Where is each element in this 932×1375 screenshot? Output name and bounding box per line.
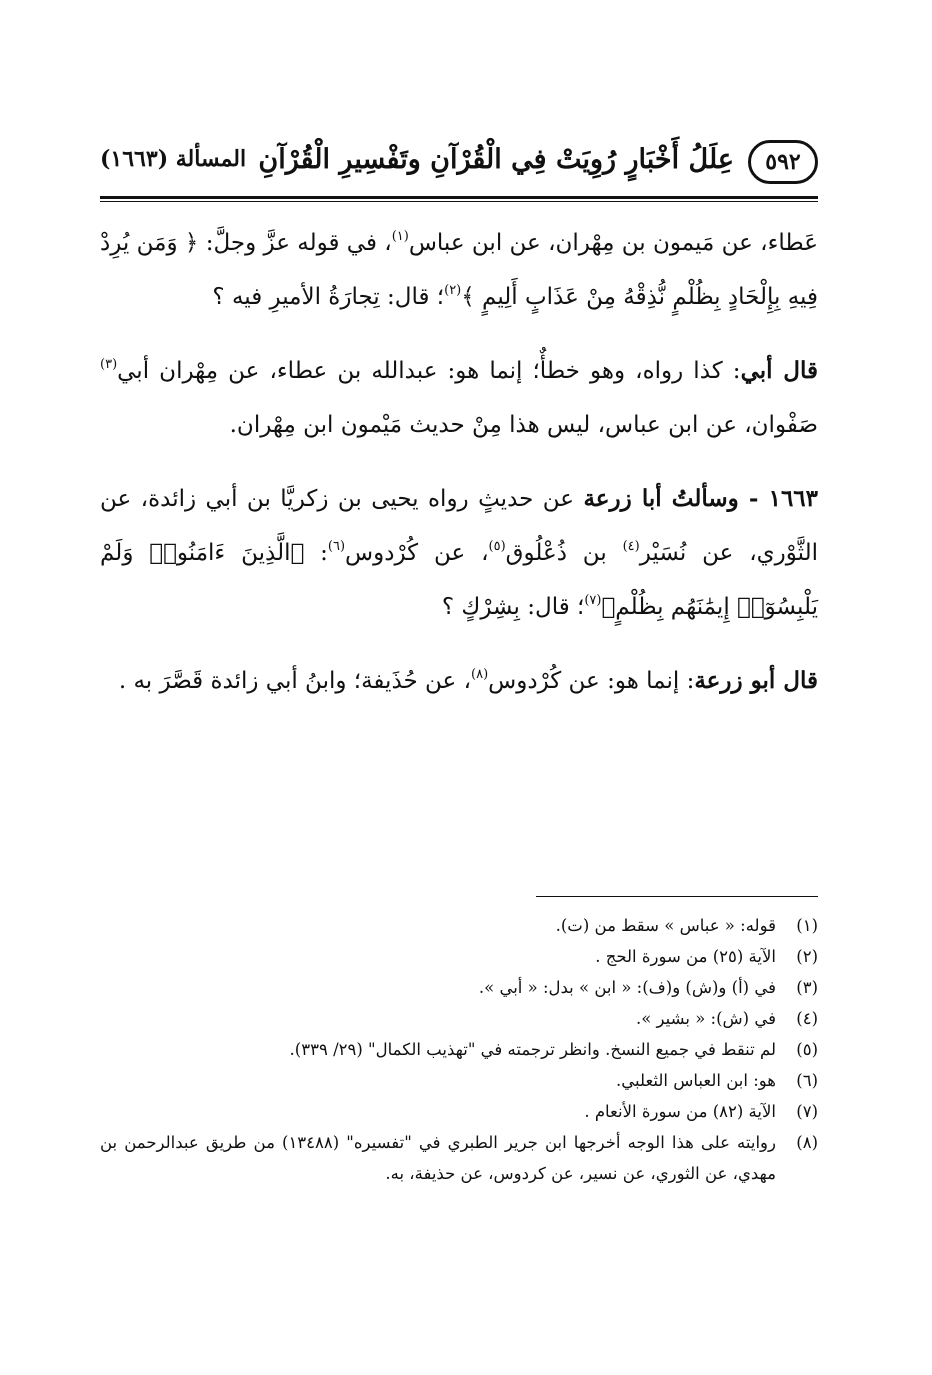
footnote-ref: (٤) xyxy=(622,539,640,554)
footnote-text: قوله: « عباس » سقط من (ت). xyxy=(555,916,776,935)
header-rule xyxy=(100,196,818,199)
footnote-text: في (أ) و(ش) و(ف): « ابن » بدل: « أبي ». xyxy=(478,978,776,997)
paragraph-1 xyxy=(100,216,818,324)
footnote-text: لم تنقط في جميع النسخ. وانظر ترجمته في "تهذيب الكمال" (٢٩/ ٣٣٩). xyxy=(289,1040,776,1059)
footnote-ref: (٧) xyxy=(584,593,602,608)
text-segment: ، عن كُرْدوس xyxy=(345,540,489,566)
text-segment: ، في قوله عزَّ وجلَّ: ﴿ وَمَن يُرِدْ فِيهِ بِإِلْحَادٍ بِظُلْمٍ نُّذِقْهُ مِنْ عَذَابٍ أَلِيمٍ ﴾ xyxy=(100,230,818,310)
speaker-label: قال أبي xyxy=(740,357,819,384)
issue-number: ١٦٦٣ - xyxy=(738,485,819,512)
footnote xyxy=(100,1003,818,1034)
footnote xyxy=(100,941,818,972)
footnote-ref: (٦) xyxy=(327,539,346,554)
header-rule-thin xyxy=(100,201,818,202)
footnote xyxy=(100,1034,818,1065)
footnote-text: هو: ابن العباس الثعلبي. xyxy=(616,1071,776,1090)
text-segment: بن ذُعْلُوق xyxy=(505,540,623,566)
footnote-ref: (٣) xyxy=(100,357,118,372)
footnote-number: (١) xyxy=(796,916,818,935)
footnote-ref: (٢) xyxy=(444,283,462,298)
text-segment: ، عن حُذَيفة؛ وابنُ أبي زائدة قَصَّرَ به . xyxy=(118,668,472,694)
footnote-text: الآية (٨٢) من سورة الأنعام . xyxy=(584,1102,776,1121)
footnote-number: (٧) xyxy=(796,1102,818,1121)
footnote xyxy=(100,910,818,941)
text-segment: : كذا رواه، وهو خطأٌ؛ إنما هو: عبدالله بن عطاء، عن مِهْران أبي xyxy=(117,358,741,384)
footnote-number: (٣) xyxy=(796,978,818,997)
text-segment: : ﴿الَّذِينَ ءَامَنُوا۟ وَلَمْ يَلْبِسُوٓا۟ إِيمَٰنَهُم بِظُلْمٍ﴾ xyxy=(100,540,818,620)
footnote xyxy=(100,1096,818,1127)
speaker-label: قال أبو زرعة xyxy=(694,667,818,694)
footnote-number: (٨) xyxy=(796,1133,818,1152)
paragraph-3 xyxy=(100,472,818,634)
footnote-ref: (٨) xyxy=(471,667,489,682)
footnote-number: (٢) xyxy=(796,947,818,966)
page-number: ٥٩٢ xyxy=(748,140,818,184)
footnote-text: في (ش): « بشير ». xyxy=(635,1009,776,1028)
footnote xyxy=(100,972,818,1003)
text-segment: عَطاء، عن مَيمون بن مِهْران، عن ابن عباس xyxy=(408,230,818,256)
footnotes xyxy=(100,910,818,1189)
paragraph-4 xyxy=(100,654,818,708)
running-header xyxy=(100,140,818,196)
book-title: عِلَلُ أَخْبَارٍ رُوِيَتْ فِي الْقُرْآنِ وتَفْسِيرِ الْقُرْآنِ xyxy=(258,144,734,175)
footnote xyxy=(100,1065,818,1096)
text-segment: : إنما هو: عن كُرْدوس xyxy=(488,668,695,694)
footnote-ref: (١) xyxy=(391,229,409,244)
footnote-number: (٤) xyxy=(796,1009,818,1028)
text-segment: عن حديثٍ رواه يحيى بن زكريَّا بن أبي زائدة، عن الثَّوْري، عن نُسَيْر xyxy=(100,486,818,566)
footnote-text: الآية (٢٥) من سورة الحج . xyxy=(595,947,776,966)
text-segment: ؛ قال: تِجارَةُ الأميرِ فيه ؟ xyxy=(212,284,445,310)
footnote-text: روايته على هذا الوجه أخرجها ابن جرير الطبري في "تفسيره" (١٣٤٨٨) من طريق عبدالرحمن بن مهدي، عن الثوري، عن نسير، عن كردوس، عن حذيفة، به. xyxy=(100,1133,776,1183)
speaker-label: وسألتُ أبا زرعة xyxy=(583,485,739,512)
footnote-ref: (٥) xyxy=(488,539,506,554)
footnote-number: (٥) xyxy=(796,1040,818,1059)
main-text xyxy=(100,216,818,728)
footnote xyxy=(100,1127,818,1189)
footnote-number: (٦) xyxy=(796,1071,818,1090)
paragraph-2 xyxy=(100,344,818,452)
footnote-separator xyxy=(536,896,818,897)
issue-label: المسألة (١٦٦٣) xyxy=(100,146,247,172)
text-segment: صَفْوان، عن ابن عباس، ليس هذا مِنْ حديث مَيْمون ابن مِهْران. xyxy=(229,412,818,438)
text-segment: ؛ قال: بِشِرْكٍ ؟ xyxy=(441,594,585,620)
